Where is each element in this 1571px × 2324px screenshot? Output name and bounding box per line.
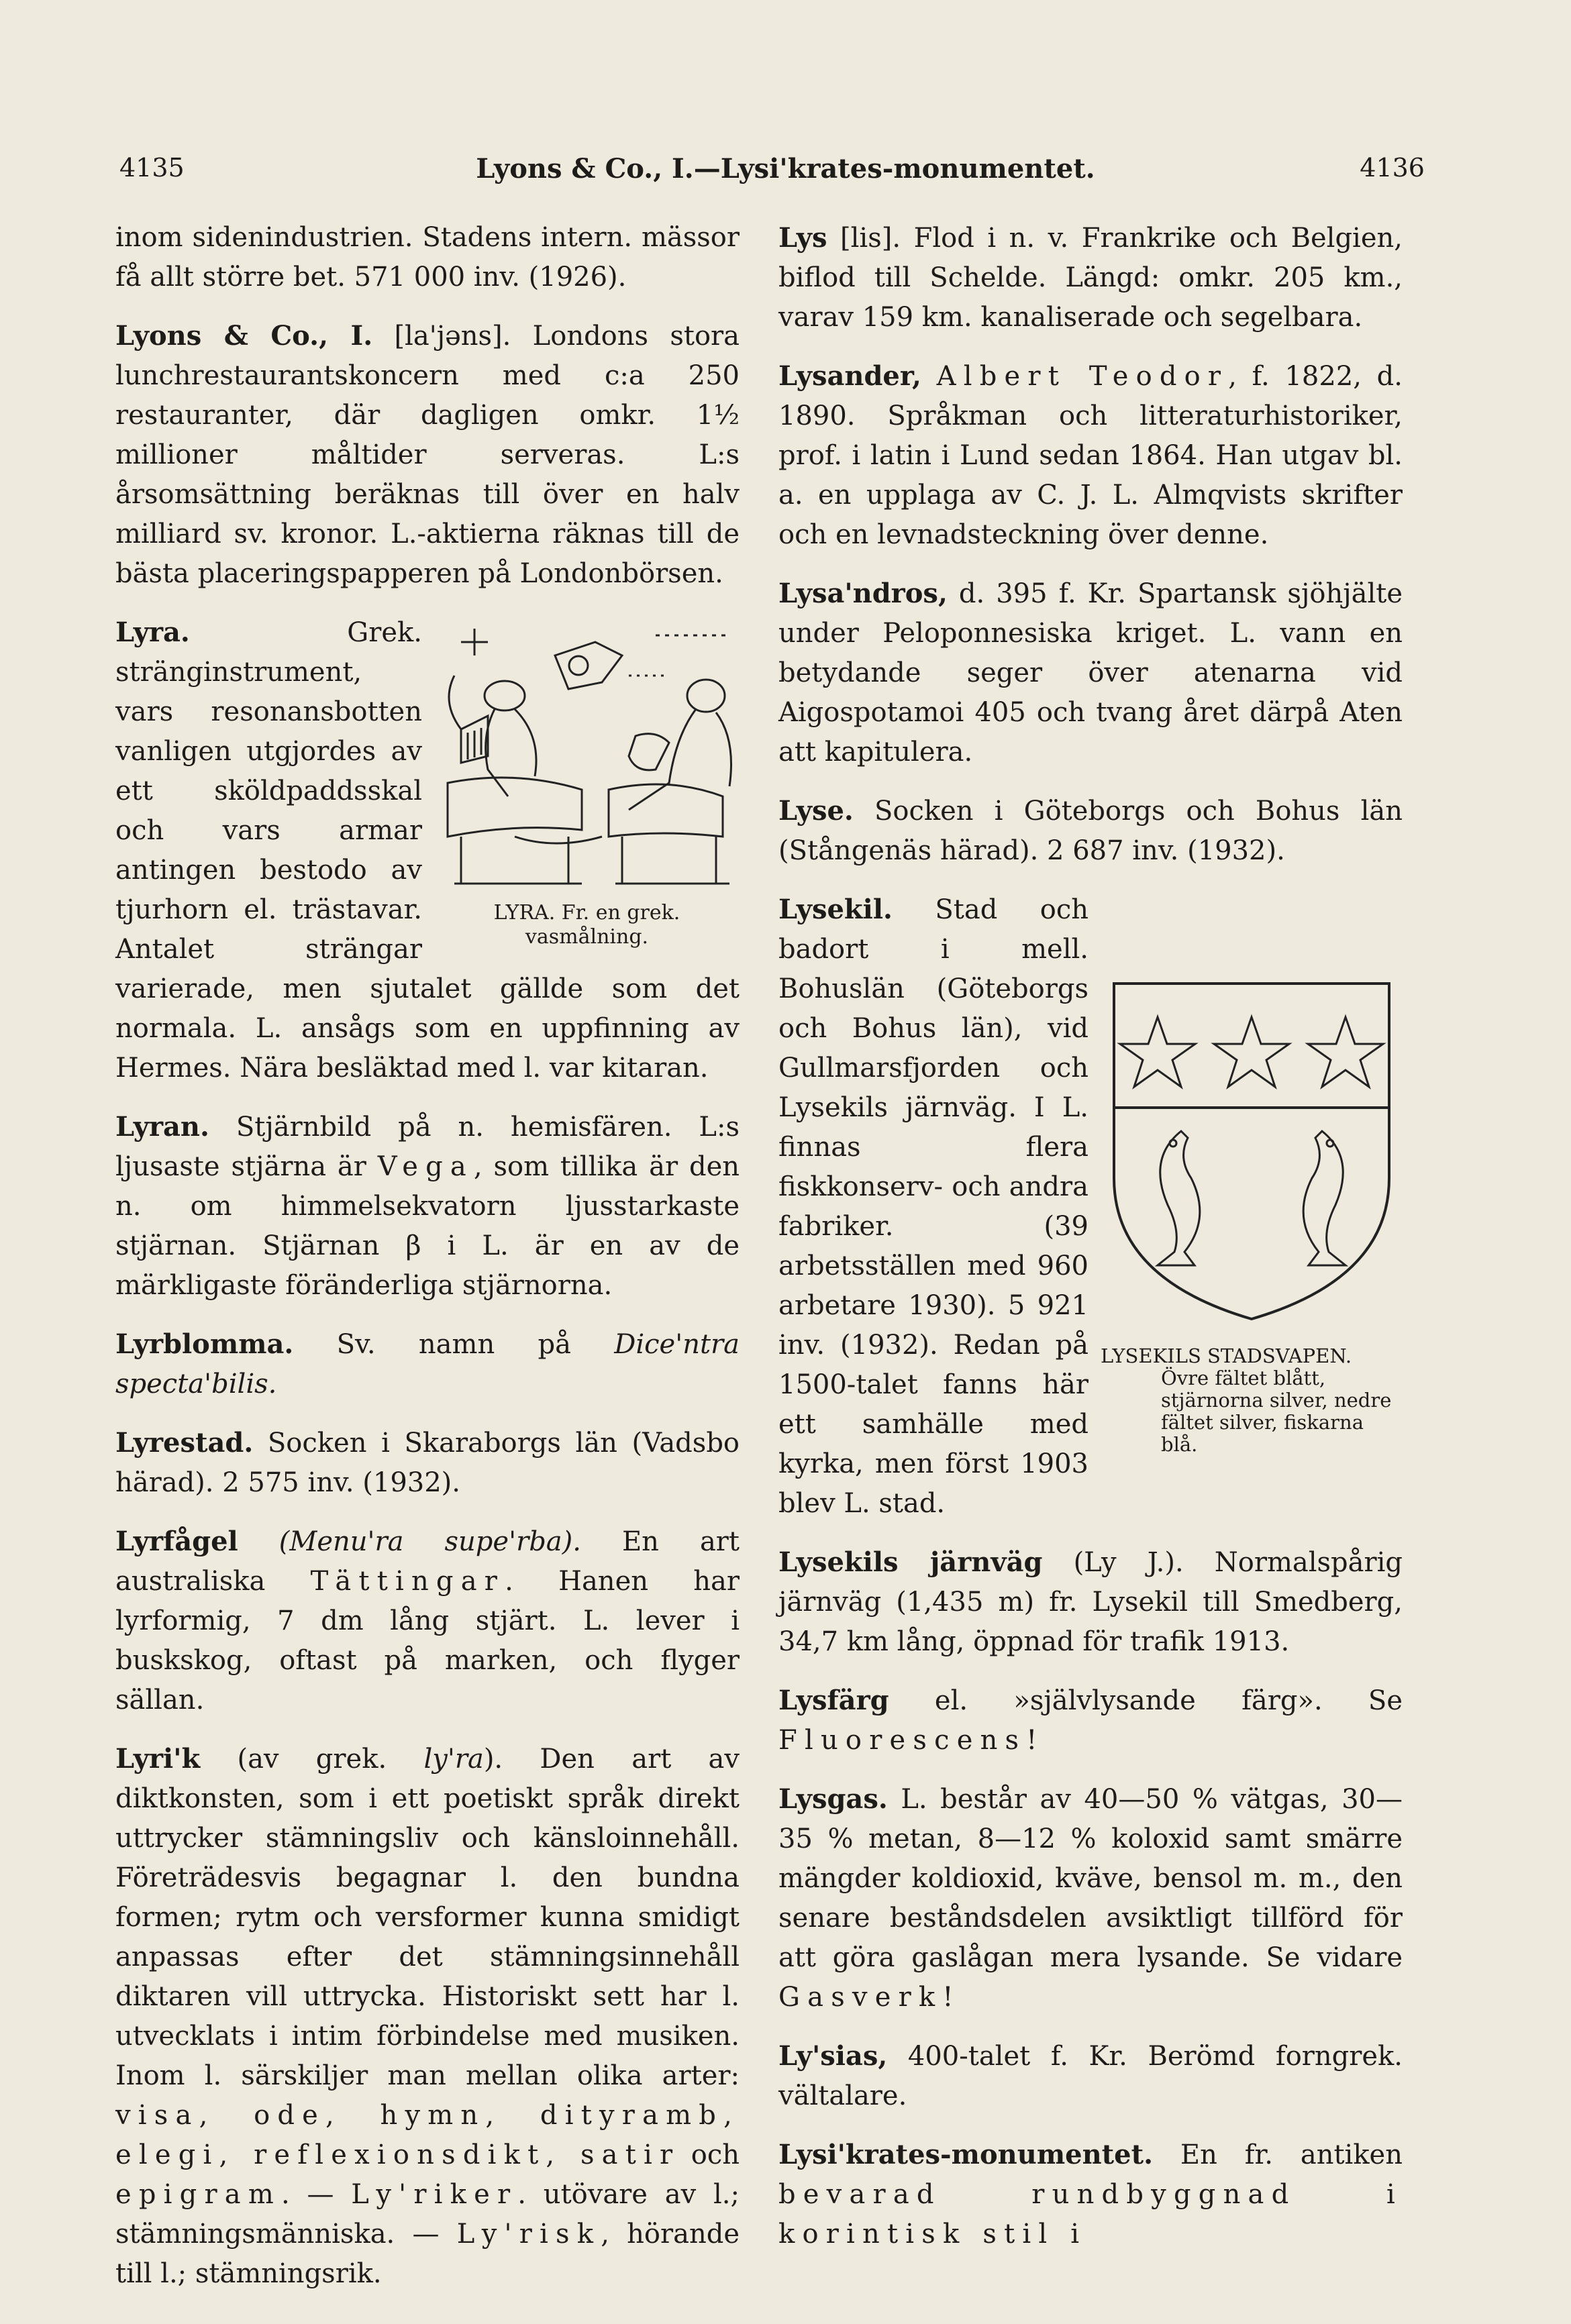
entry-lyrik: Lyri'k (av grek. ly'ra). Den art av diktkonsten, som i ett poetiskt språk direkt uttrycker stämningsliv och känsloinnehåll. Företrädesvis begagnar l. den bundna formen; rytm och versformer kunna smidigt anpassas efter det stämningsinnehåll diktaren vill uttrycka. Historiskt sett har l. utvecklats i intim förbindelse med musiken. Inom l. särskiljer man mellan olika arter: visa, ode, hymn, dityramb, elegi, reflexionsdikt, satir och epigram. — Ly'riker. utövare av l.; stämningsmänniska. — Ly'risk, hörande till l.; stämningsrik. xyxy=(115,1743,740,2289)
lyra-vase-painting-illustration xyxy=(434,615,740,897)
entry-lyra: Lyra. Grek. stränginstrument, vars resonansbotten vanligen utgjordes av ett sköldpaddsskal och vars armar antingen bestodo av tjurhorn el. trästavar. Antalet strängar varierade, men sjutalet gällde som det normala. L. ansågs som en uppfinning av Hermes. Nära besläktad med l. var kitaran. xyxy=(115,617,740,1084)
headword: Lysa'ndros, xyxy=(778,578,948,609)
headword: Lyons & Co., I. xyxy=(115,320,373,352)
entry-lyrfagel: Lyrfågel (Menu'ra supe'rba). En art australiska Tättingar. Hanen har lyrformig, 7 dm lång stjärt. L. lever i buskskog, oftast på marken, och flyger sällan. xyxy=(115,1526,740,1715)
running-title: Lyons & Co., I.—Lysi'krates-monumentet. xyxy=(476,153,1095,184)
page-number-left: 4135 xyxy=(119,153,185,182)
headword: Lyrestad. xyxy=(115,1427,254,1459)
lyra-figure xyxy=(434,615,740,949)
arms-caption: LYSEKILS STADSVAPEN. Övre fältet blått, stjärnorna silver, nedre fältet silver, fiskarna blå. xyxy=(1101,1344,1392,1456)
entry-lysfarg: Lysfärg el. »självlysande färg». Se Fluorescens! xyxy=(778,1685,1403,1756)
headword: Lyran. xyxy=(115,1111,209,1143)
entry-lysikrates: Lysi'krates-monumentet. En fr. antiken bevarad rundbyggnad i korintisk stil i xyxy=(778,2139,1403,2250)
entry-lysandros: Lysa'ndros, d. 395 f. Kr. Spartansk sjöhjälte under Peloponnesiska kriget. L. vann en betydande seger över atenarna vid Aigospotamoi 405 och tvang året därpå Aten att kapitulera. xyxy=(778,578,1403,768)
headword: Lyse. xyxy=(778,795,854,827)
headword: Lysekil. xyxy=(778,894,893,925)
headword: Lyri'k xyxy=(115,1743,201,1775)
headword: Lysi'krates-monumentet. xyxy=(778,2139,1154,2170)
right-column xyxy=(778,218,1403,2273)
headword: Lyrblomma. xyxy=(115,1328,294,1360)
headword: Lys xyxy=(778,222,827,254)
entry-lyrblomma: Lyrblomma. Sv. namn på Dice'ntra specta'bilis. xyxy=(115,1328,740,1399)
entry-lyse: Lyse. Socken i Göteborgs och Bohus län (Stångenäs härad). 2 687 inv. (1932). xyxy=(778,795,1403,866)
entry-continuation: inom sidenindustrien. Stadens intern. mässor få allt större bet. 571 000 inv. (1926). xyxy=(115,222,740,293)
lysekil-coat-of-arms-figure xyxy=(1101,977,1403,1456)
headword: Lyra. xyxy=(115,617,190,648)
left-column xyxy=(115,218,740,2313)
page-number-right: 4136 xyxy=(1360,153,1425,182)
lysekil-coat-of-arms-illustration xyxy=(1101,977,1403,1326)
entry-lysekils-jarnvag: Lysekils järnväg (Ly J.). Normalspårig järnväg (1,435 m) fr. Lysekil till Smedberg, 34,7 km lång, öppnad för trafik 1913. xyxy=(778,1546,1403,1657)
headword: Lysfärg xyxy=(778,1685,889,1716)
entry-lyran: Lyran. Stjärnbild på n. hemisfären. L:s ljusaste stjärna är Vega, som tillika är den n. om himmelsekvatorn ljusstarkaste stjärnan. Stjärnan β i L. är en av de märkligaste föränderliga stjärnorna. xyxy=(115,1111,740,1301)
entry-lys: Lys [lis]. Flod i n. v. Frankrike och Belgien, biflod till Schelde. Längd: omkr. 205 km., varav 159 km. kanaliserade och segelbara. xyxy=(778,222,1403,333)
entry-lysander: Lysander, Albert Teodor, f. 1822, d. 1890. Språkman och litteraturhistoriker, prof. i latin i Lund sedan 1864. Han utgav bl. a. en upplaga av C. J. L. Almqvists skrifter och en levnadsteckning över denne. xyxy=(778,360,1403,550)
entry-lyrestad: Lyrestad. Socken i Skaraborgs län (Vadsbo härad). 2 575 inv. (1932). xyxy=(115,1427,740,1498)
headword: Ly'sias, xyxy=(778,2040,888,2072)
entry-lysgas: Lysgas. L. består av 40—50 % vätgas, 30—35 % metan, 8—12 % koloxid samt smärre mängder koldioxid, kväve, bensol m. m., den senare beståndsdelen avsiktligt tillförd för att göra gaslågan mera lysande. Se vidare Gasverk! xyxy=(778,1783,1403,2013)
headword: Lysander, xyxy=(778,360,921,392)
entry-lysekil: Lysekil. Stad och badort i mell. Bohuslän (Göteborgs och Bohus län), vid Gullmarsfjorden och Lysekils järnväg. I L. finnas flera fiskkonserv- och andra fabriker. (39 arbetsställen med 960 arbetare 1930). 5 921 inv. (1932). Redan på 1500-talet fanns här ett samhälle med kyrka, men först 1903 blev L. stad. xyxy=(778,894,1088,1519)
headword: Lysekils järnväg xyxy=(778,1546,1043,1578)
entry-lyons: Lyons & Co., I. [la'jəns]. Londons stora lunchrestaurantskoncern med c:a 250 restauranter, där dagligen omkr. 1½ millioner måltider serveras. L:s årsomsättning beräknas till över en halv milliard sv. kronor. L.-aktierna räknas till de bästa placeringspapperen på Londonbörsen. xyxy=(115,320,740,589)
headword: Lysgas. xyxy=(778,1783,888,1815)
lyra-caption: LYRA. Fr. en grek. vasmålning. xyxy=(493,901,680,949)
entry-lysias: Ly'sias, 400-talet f. Kr. Berömd forngrek. vältalare. xyxy=(778,2040,1403,2111)
headword: Lyrfågel xyxy=(115,1526,238,1557)
